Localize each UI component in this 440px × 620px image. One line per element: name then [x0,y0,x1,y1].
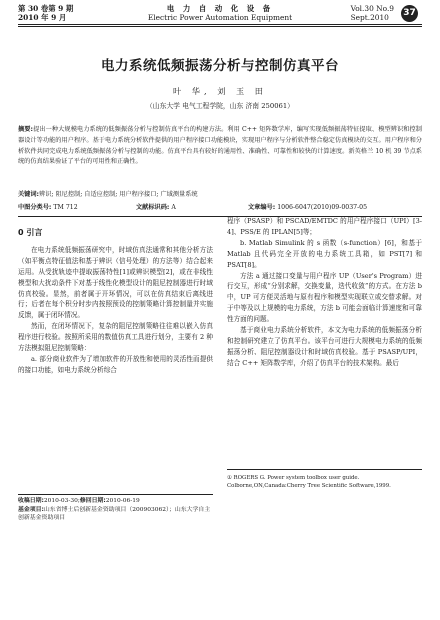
body-right-column [227,216,422,369]
body-paragraph: 程序（PSASP）和 PSCAD/EMTDC 的用户程序接口（UPI）[3-4]、PSS/E 的 IPLAN[5]等； [227,217,422,236]
clc-code: TM 712 [53,204,78,211]
doc-code: A [171,204,176,211]
body-paragraph: 在电力系统低频振荡研究中，时域仿真法通常和其他分析方法（如平衡点特征值法和基于辨识（信号处理）的方法等）结合起来运用。从受扰轨迹中提取振荡特性[1]或辨识模型[2]，或在非线性模型和大扰动条件下对基于线性化模型设计的阻尼控制器进行时域仿真校验。显然，前者属于开环情况，可以在仿真结束后离线进行；后者在每个积分时步内按照预设的控制策略计算控制量并实施反馈，属于闭环情况。 [18,245,213,320]
revised-date: 2010-06-19 [105,498,140,504]
volume-issue: 第 30 卷第 9 期 [18,4,74,13]
author-list: 叶 华, 刘 玉 田 [173,86,267,96]
received-label: 收稿日期: [18,498,44,504]
received-date: 2010-03-30; [43,498,80,504]
footnote [18,497,213,523]
fund-text: 山东省博士后创新基金资助项目（200903062）；山东大学自主创新基金资助项目 [18,506,211,522]
page-number: 37 [401,5,418,22]
body-paragraph: 基于商业电力系统分析软件，本文为电力系统的低频振荡分析和控制研究建立了仿真平台。该平台可进行大规模电力系统的低频振荡分析、阻尼控制器设计和时域仿真校验。基于 PSASP/UPI，结合 C++ 矩阵数学库，介绍了仿真平台的技术架构。最后 [227,326,422,367]
footnote-rule [18,494,213,495]
list-item-b: b. Matlab Simulink 的 s 函数（s-function）[6]，和基于 Matlab 且代码完全开放的电力系统工具箱，如 PST[7] 和 PSAT[8]。 [227,238,422,269]
body-paragraph: 方法 a 通过接口变量与用户程序 UP（User's Program）进行交互，形成“分别求解，交换变量，迭代收敛”的方式。在方法 b 中，UP 可方便灵活地与原有程序和模型实现联立或交替求解。对于中等及以上规模的电力系统，方法 b 可能会面临计算速度和可靠性方面的问题。 [227,271,422,324]
section-heading-introduction: 0 引言 [18,228,43,237]
abstract-label: 摘要: [18,126,34,133]
article-number: 1006-6047(2010)09-0037-05 [277,204,368,211]
header-rule [18,24,422,25]
issue-date: 2010 年 9 月 [18,13,67,22]
keywords-label: 关键词: [18,191,40,198]
reference-rule [227,469,422,470]
volume-en: Vol.30 No.9 [350,4,394,13]
classification-row [18,203,422,213]
abstract [18,125,422,168]
journal-volume-en [351,4,394,22]
revised-label: 修回日期: [79,498,106,504]
header-rule-thin [18,26,422,27]
journal-name-en: Electric Power Automation Equipment [147,13,293,22]
article-number-label: 文章编号: [248,204,276,211]
doc-code-label: 文献标识码: [136,204,170,211]
paper-title: 电力系统低频振荡分析与控制仿真平台 [101,58,339,74]
clc-label: 中图分类号: [18,204,52,211]
journal-name-cn: 电 力 自 动 化 设 备 [166,4,274,13]
reference-note: ① ROGERS G. Power system toolbox user guide. Colborne,ON,Canada:Cherry Tree Scientific Software,1999. [227,475,391,489]
list-item-a: a. 部分商业软件为了增加软件的开放性和使用的灵活性而提供的接口功能，如电力系统分析综合 [18,354,213,374]
body-paragraph: 然而，在闭环情况下，复杂的阻尼控制策略往往难以嵌入仿真程序进行校验。按照所采用的数值仿真工具进行划分，主要有 2 种方法模拟阻尼控制策略： [18,322,213,353]
keywords [18,190,422,201]
fund-label: 基金项目: [18,506,44,513]
body-left-column [18,226,213,376]
date-en: Sept.2010 [350,13,389,22]
abstract-text: 提出一种大规模电力系统的低频振荡分析与控制仿真平台的构建方法。利用 C++ 矩阵数学库，编写实现低频振荡特征提取、模型辨识和控制器设计等功能的用户程序。基于电力系统分析软件提供的用户程序接口功能模块，实现用户程序与分析软件整合稳定仿真模块的交互。用户程序和分析软件共同完成电力系统低频振荡分析与控制的功能。仿真平台具有较好的通用性、准确性、可靠性和较快的计算速度。新英格兰 10 机 39 节点系统的仿真结果验证了平台的可用性和正确性。 [18,126,422,166]
author-affiliation: （山东大学 电气工程学院，山东 济南 250061） [146,102,294,110]
keywords-text: 辨识; 阻尼控制; 自适应控制; 用户程序接口; 广域测量系统 [39,191,198,198]
